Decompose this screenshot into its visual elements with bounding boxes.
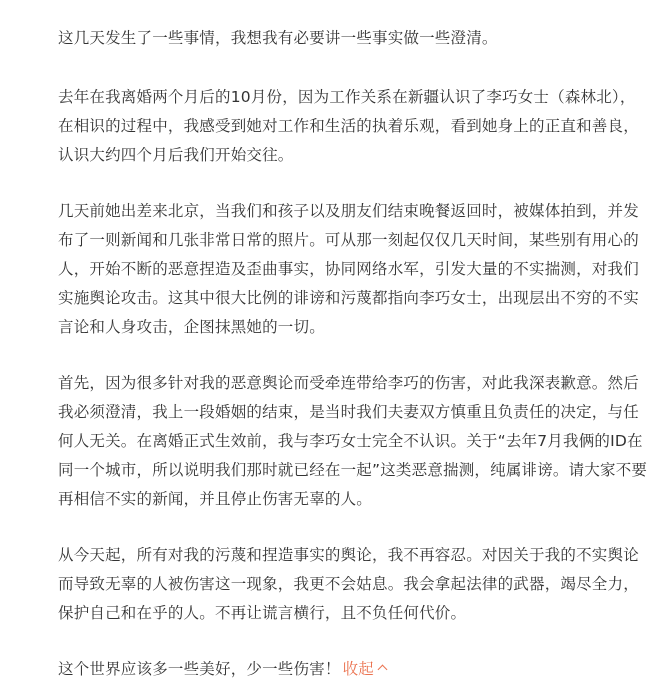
paragraph-6 xyxy=(58,655,650,684)
chevron-up-icon xyxy=(378,665,388,675)
collapse-label: 收起 xyxy=(342,660,375,678)
paragraph-5: 从今天起，所有对我的污蔑和捏造事实的舆论，我不再容忍。对因关于我的不实舆论而导致无辜的人被伤害这一现象，我更不会姑息。我会拿起法律的武器，竭尽全力，保护自己和在乎的人。不再让谎言横行，且不负任何代价。 xyxy=(58,546,639,622)
closing-sentence: 这个世界应该多一些美好，少一些伤害！ xyxy=(58,660,341,678)
article-body xyxy=(58,24,650,684)
paragraph-1: 这几天发生了一些事情，我想我有必要讲一些事实做一些澄清。 xyxy=(58,29,498,47)
paragraph-4: 首先，因为很多针对我的恶意舆论而受牵连带给李巧的伤害，对此我深表歉意。然后我必须澄清，我上一段婚姻的结束，是当时我们夫妻双方慎重且负责任的决定，与任何人无关。在离婚正式生效前，我与李巧女士完全不认识。关于“去年7月我俩的ID在同一个城市，所以说明我们那时就已经在一起”这类恶意揣测，纯属诽谤。请大家不要再相信不实的新闻，并且停止伤害无辜的人。 xyxy=(58,374,648,508)
collapse-button[interactable] xyxy=(343,660,386,678)
paragraph-3: 几天前她出差来北京，当我们和孩子以及朋友们结束晚餐返回时，被媒体拍到，并发布了一则新闻和几张非常日常的照片。可从那一刻起仅仅几天时间，某些别有用心的人，开始不断的恶意捏造及歪曲事实，协同网络水军，引发大量的不实揣测，对我们实施舆论攻击。这其中很大比例的诽谤和污蔑都指向李巧女士，出现层出不穷的不实言论和人身攻击，企图抹黑她的一切。 xyxy=(58,202,639,336)
paragraph-2: 去年在我离婚两个月后的10月份，因为工作关系在新疆认识了李巧女士（森林北），在相识的过程中，我感受到她对工作和生活的执着乐观，看到她身上的正直和善良，认识大约四个月后我们开始交往。 xyxy=(58,88,639,164)
